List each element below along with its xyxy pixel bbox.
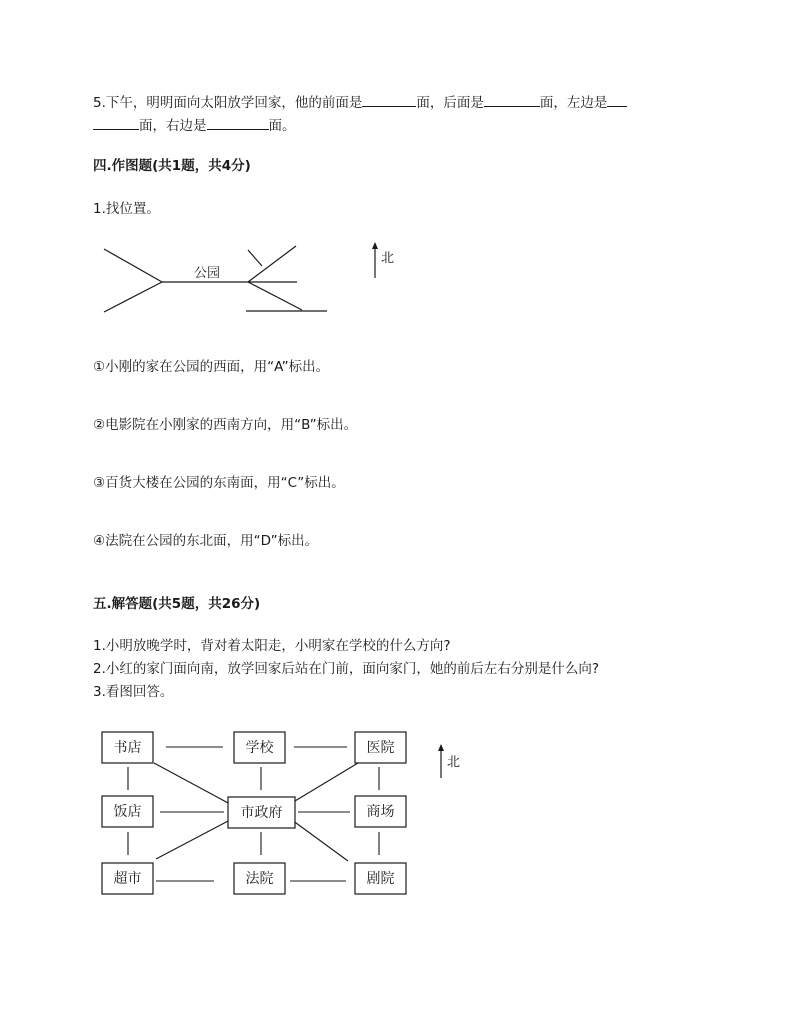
road-ne <box>248 246 296 282</box>
city-map-diagram <box>0 720 480 900</box>
section-5-question-3: 3.看图回答。 <box>93 684 174 700</box>
label-mall: 商场 <box>366 804 395 820</box>
label-bookstore: 书店 <box>113 740 142 756</box>
label-school: 学校 <box>245 740 274 756</box>
section-4-title: 四.作图题(共1题，共4分) <box>93 158 251 174</box>
task-a: ①小刚的家在公园的西面，用“A”标出。 <box>93 359 330 375</box>
line-supermarket-cityhall <box>156 820 230 859</box>
road-sw <box>104 282 162 312</box>
label-city-hall: 市政府 <box>240 805 283 821</box>
task-c: ③百货大楼在公园的东南面，用“C”标出。 <box>93 475 345 491</box>
task-d: ④法院在公园的东北面，用“D”标出。 <box>93 533 319 549</box>
line-cityhall-theater <box>292 820 348 861</box>
question-5-line-2 <box>93 114 296 137</box>
question-5-text-3: 面，左边是 <box>539 95 608 111</box>
section-5-question-1: 1.小明放晚学时，背对着太阳走，小明家在学校的什么方向? <box>93 638 451 654</box>
task-b: ②电影院在小刚家的西南方向，用“B”标出。 <box>93 417 358 433</box>
line-bookstore-cityhall <box>154 763 230 804</box>
label-court: 法院 <box>245 871 274 887</box>
label-supermarket: 超市 <box>113 871 142 887</box>
line-hospital-cityhall <box>290 763 358 804</box>
road-nw <box>104 249 162 282</box>
section-5-question-2: 2.小红的家门面向南，放学回家后站在门前，面向家门，她的前后左右分别是什么向? <box>93 661 600 677</box>
answer-blank-back[interactable] <box>484 91 540 107</box>
question-5-text-5: 面。 <box>268 118 296 134</box>
question-5-text-1: 5.下午，明明面向太阳放学回家，他的前面是 <box>93 95 363 111</box>
question-5-text-2: 面，后面是 <box>416 95 484 111</box>
road-ne-branch <box>248 250 262 266</box>
answer-blank-left-part1[interactable] <box>607 91 627 107</box>
north-arrow-2 <box>438 744 444 778</box>
answer-blank-right[interactable] <box>207 114 269 130</box>
label-hospital: 医院 <box>366 740 395 756</box>
road-se <box>248 282 302 310</box>
north-label-2: 北 <box>447 755 461 770</box>
question-5-line-1 <box>93 91 627 114</box>
north-label: 北 <box>381 251 395 266</box>
park-label: 公园 <box>194 266 221 281</box>
question-5-text-4: 面，右边是 <box>139 118 207 134</box>
answer-blank-front[interactable] <box>362 91 416 107</box>
answer-blank-left-part2[interactable] <box>93 114 139 130</box>
north-arrow <box>372 242 378 278</box>
park-map-diagram <box>0 230 420 330</box>
section-4-question-1-title: 1.找位置。 <box>93 201 160 217</box>
label-restaurant: 饭店 <box>113 804 142 820</box>
section-5-title: 五.解答题(共5题，共26分) <box>93 596 261 612</box>
label-theater: 剧院 <box>366 871 395 887</box>
